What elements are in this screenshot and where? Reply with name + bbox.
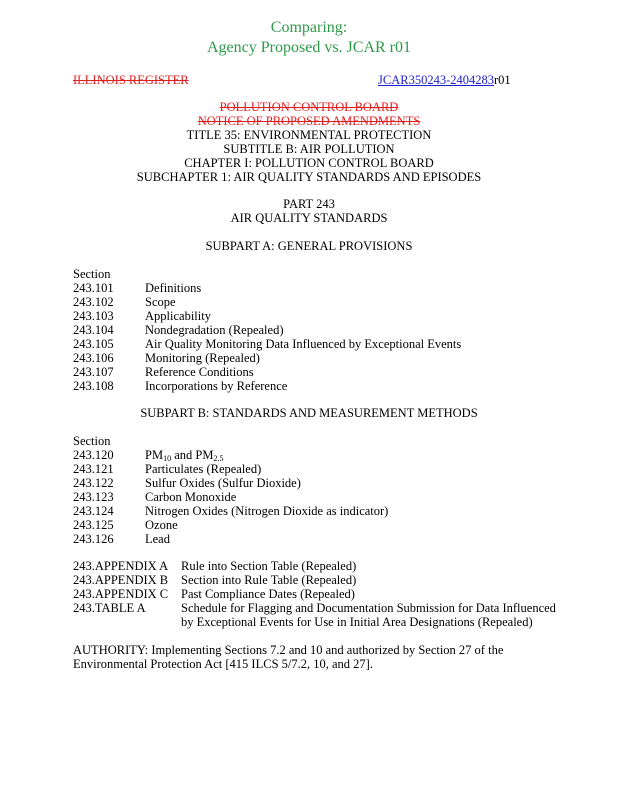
struck-board-title: POLLUTION CONTROL BOARD xyxy=(219,100,399,114)
jcar-code: JCAR350243-2404283 xyxy=(378,73,494,87)
section-title: Air Quality Monitoring Data Influenced by Exceptional Events xyxy=(145,337,462,351)
appendix-title: Rule into Section Table (Repealed) xyxy=(181,559,357,573)
section-number: 243.124 xyxy=(73,504,114,518)
section-title xyxy=(145,448,223,463)
appendix-title: Past Compliance Dates (Repealed) xyxy=(181,587,355,601)
subchapter-line: SUBCHAPTER 1: AIR QUALITY STANDARDS AND EPISODES xyxy=(136,170,482,184)
section-number: 243.125 xyxy=(73,518,114,532)
section-title: Ozone xyxy=(145,518,178,532)
section-number: 243.102 xyxy=(73,295,114,309)
compare-subtitle: Agency Proposed vs. JCAR r01 xyxy=(207,39,411,56)
section-number: 243.122 xyxy=(73,476,114,490)
part-number: PART 243 xyxy=(283,197,335,211)
section-title: Scope xyxy=(145,295,176,309)
section-title: Nondegradation (Repealed) xyxy=(145,323,284,337)
section-number: 243.120 xyxy=(73,448,114,462)
part-name: AIR QUALITY STANDARDS xyxy=(230,211,388,225)
section-title: Carbon Monoxide xyxy=(145,490,237,504)
authority-line-1: AUTHORITY: Implementing Sections 7.2 and 10 and authorized by Section 27 of the xyxy=(73,643,504,657)
section-title: Sulfur Oxides (Sulfur Dioxide) xyxy=(145,476,301,490)
jcar-header xyxy=(378,73,511,88)
pm-subscript: 10 xyxy=(163,454,172,463)
section-number: 243.126 xyxy=(73,532,114,546)
section-number: 243.105 xyxy=(73,337,114,351)
section-title: Reference Conditions xyxy=(145,365,254,379)
subpart-a-heading: SUBPART A: GENERAL PROVISIONS xyxy=(205,239,413,253)
appendix-number: 243.TABLE A xyxy=(73,601,146,615)
subpart-a-section-label: Section xyxy=(73,267,111,281)
section-number: 243.104 xyxy=(73,323,114,337)
section-title: Nitrogen Oxides (Nitrogen Dioxide as indicator) xyxy=(145,504,389,518)
pm-subscript: 2.5 xyxy=(213,454,224,463)
register-header: ILLINOIS REGISTER xyxy=(73,73,189,87)
section-number: 243.108 xyxy=(73,379,114,393)
appendix-title-continued: by Exceptional Events for Use in Initial Area Designations (Repealed) xyxy=(181,615,533,629)
authority-line-2: Environmental Protection Act [415 ILCS 5/7.2, 10, and 27]. xyxy=(73,657,373,671)
subtitle-line: SUBTITLE B: AIR POLLUTION xyxy=(223,142,395,156)
pm-label: PM xyxy=(145,448,164,462)
appendix-title: Schedule for Flagging and Documentation Submission for Data Influenced xyxy=(181,601,556,615)
section-title: Incorporations by Reference xyxy=(145,379,288,393)
section-number: 243.123 xyxy=(73,490,114,504)
subpart-b-heading: SUBPART B: STANDARDS AND MEASUREMENT METHODS xyxy=(140,406,478,420)
section-title: Particulates (Repealed) xyxy=(145,462,262,476)
jcar-revision: r01 xyxy=(493,73,511,87)
section-title: Definitions xyxy=(145,281,202,295)
compare-title: Comparing: xyxy=(270,19,348,36)
section-number: 243.103 xyxy=(73,309,114,323)
title-line: TITLE 35: ENVIRONMENTAL PROTECTION xyxy=(186,128,432,142)
appendix-title: Section into Rule Table (Repealed) xyxy=(181,573,357,587)
pm-label: and PM xyxy=(171,448,214,462)
appendix-number: 243.APPENDIX A xyxy=(73,559,169,573)
section-title: Applicability xyxy=(145,309,211,323)
section-title: Monitoring (Repealed) xyxy=(145,351,260,365)
subpart-b-section-label: Section xyxy=(73,434,111,448)
section-number: 243.106 xyxy=(73,351,114,365)
section-title: Lead xyxy=(145,532,170,546)
section-number: 243.101 xyxy=(73,281,114,295)
appendix-number: 243.APPENDIX B xyxy=(73,573,169,587)
appendix-number: 243.APPENDIX C xyxy=(73,587,169,601)
section-number: 243.121 xyxy=(73,462,114,476)
chapter-line: CHAPTER I: POLLUTION CONTROL BOARD xyxy=(184,156,434,170)
section-number: 243.107 xyxy=(73,365,114,379)
struck-notice-title: NOTICE OF PROPOSED AMENDMENTS xyxy=(197,114,421,128)
